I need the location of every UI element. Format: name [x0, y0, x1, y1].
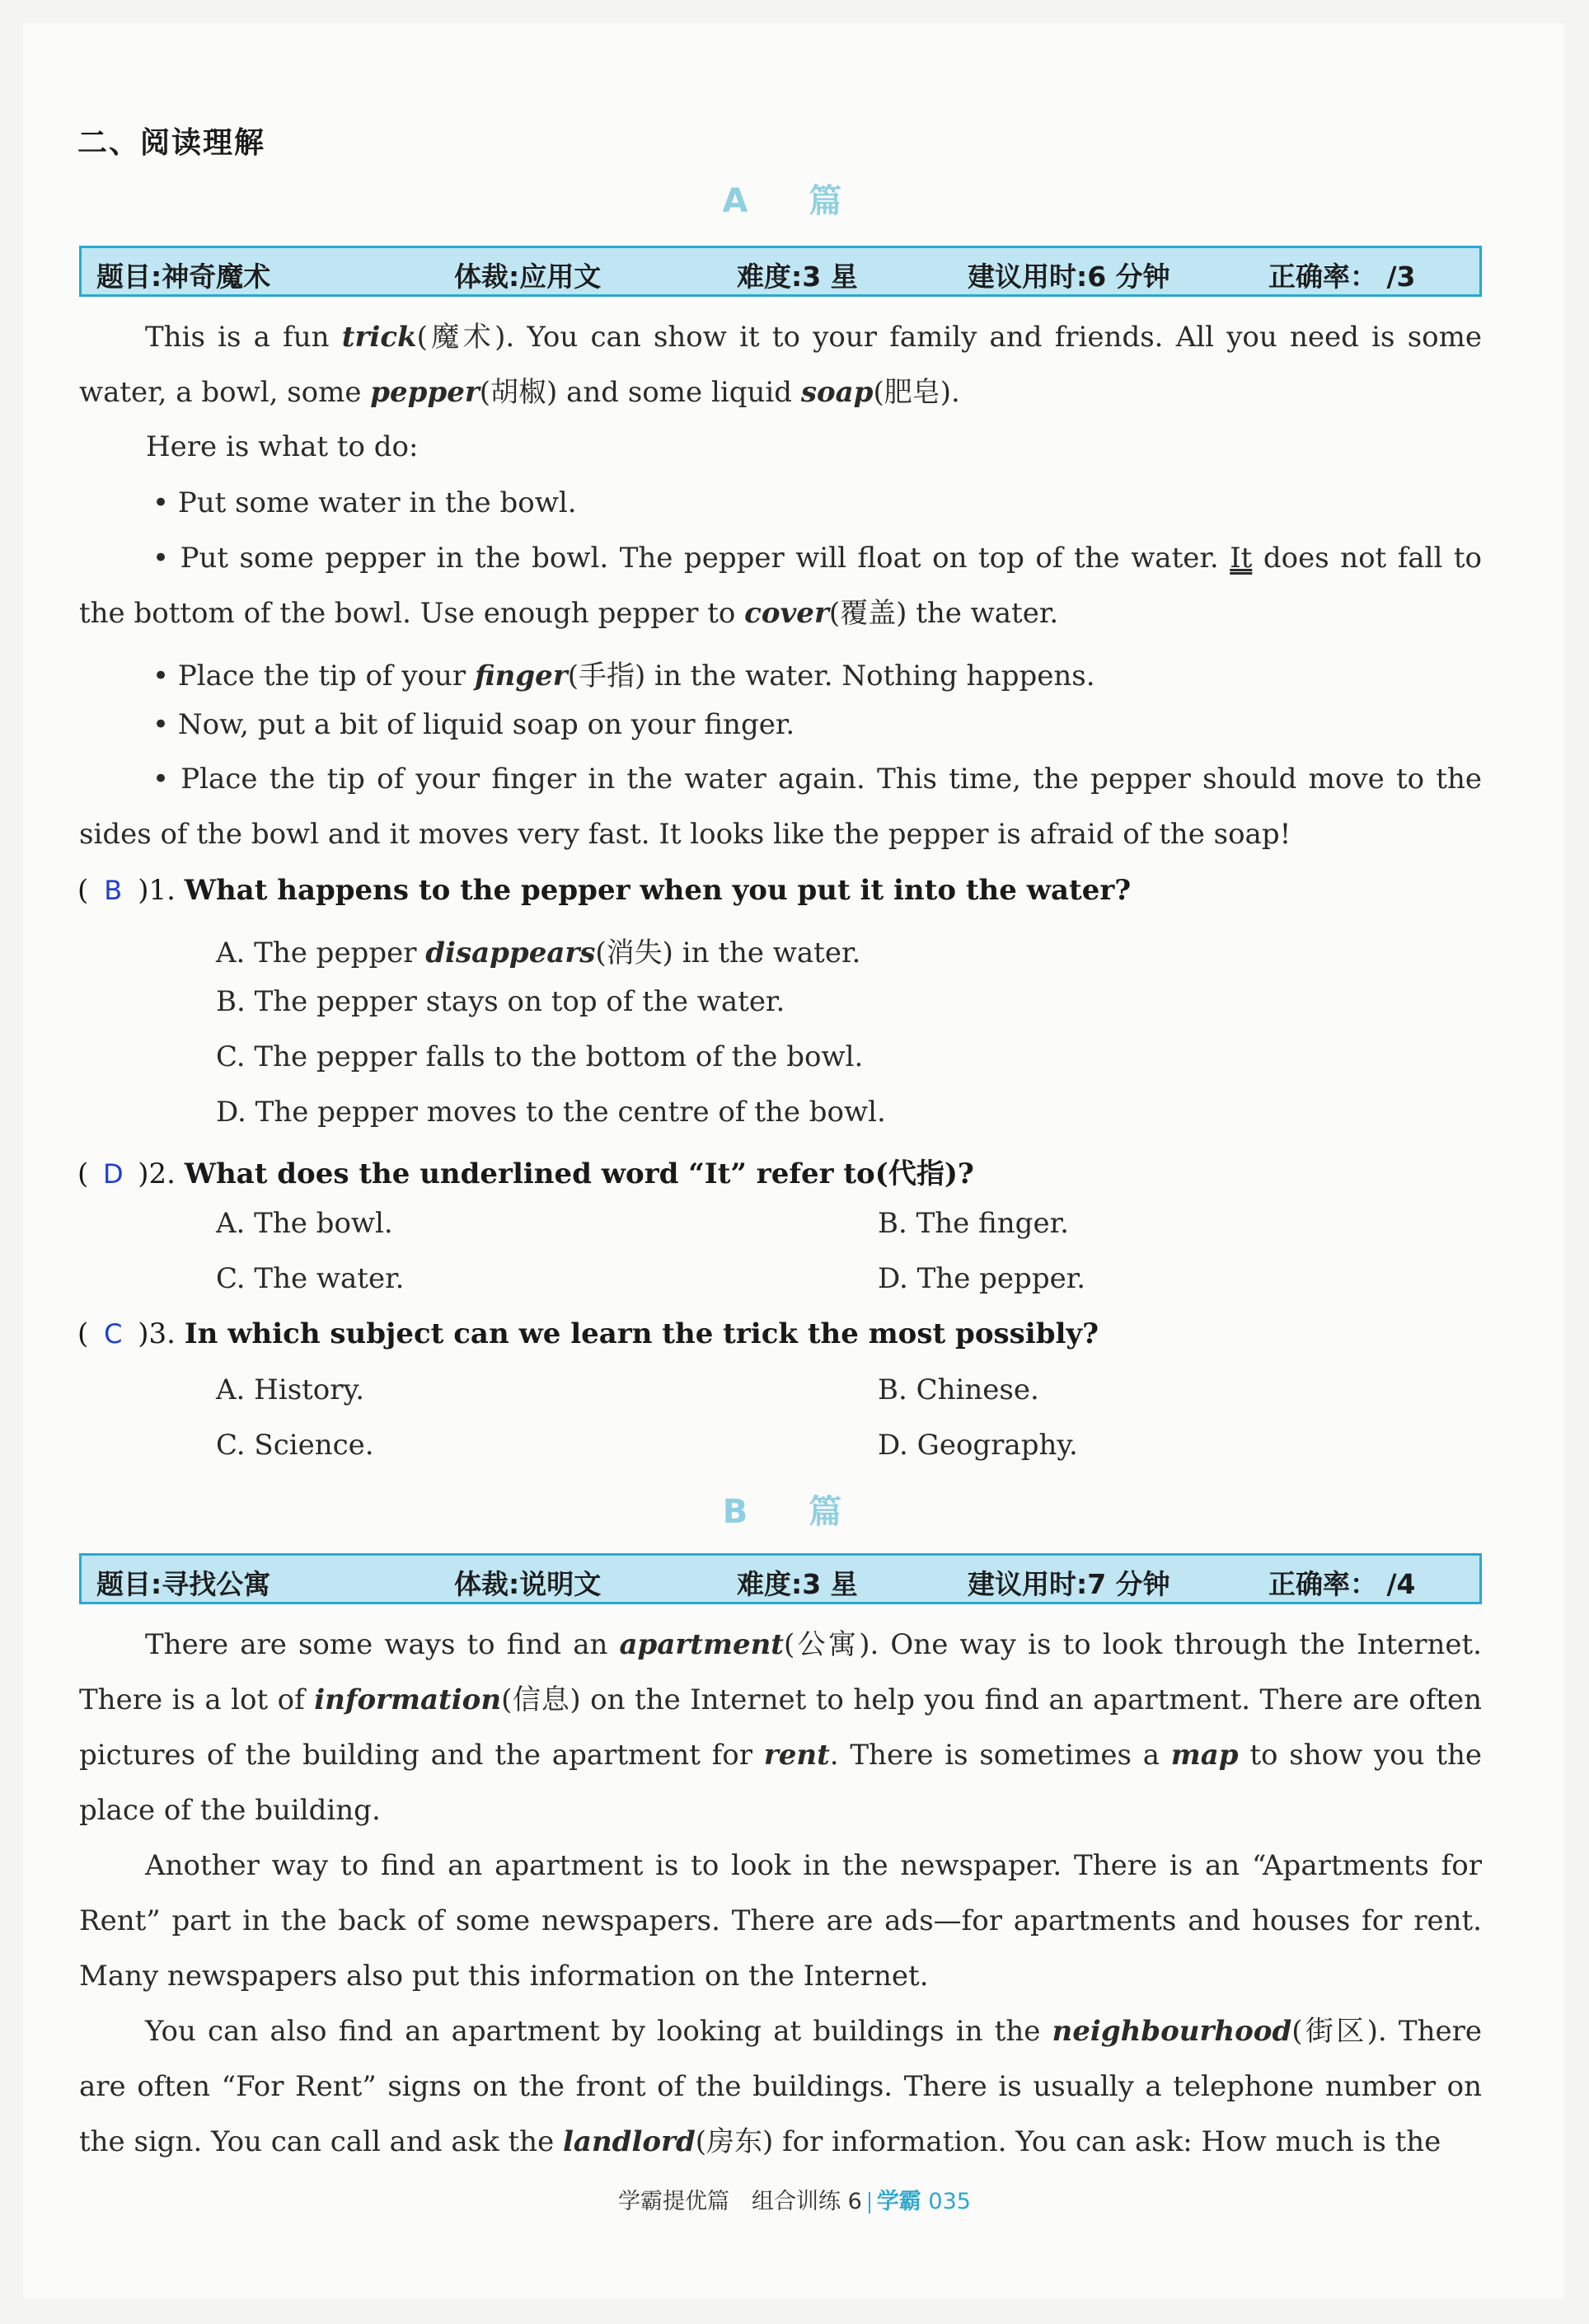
option: B. Chinese.: [878, 1373, 1039, 1406]
question-1: ( B )1. What happens to the pepper when you put it into the water?: [77, 874, 1132, 907]
option: C. The water.: [216, 1262, 405, 1295]
part-a-heading: A 篇: [722, 182, 867, 220]
paragraph: This is a fun trick(魔术). You can show it to your family and friends. All you need is some water, a bowl, some pepper(胡椒) and some liquid soap(肥皂).: [79, 321, 1482, 409]
accuracy: 正确率： /4: [1268, 1568, 1416, 1600]
step-item: • Put some pepper in the bowl. The pepper will float on top of the water. It does not fall to the bottom of the bowl. Use enough pepper to cover(覆盖) the water.: [79, 542, 1482, 630]
paragraph: Here is what to do:: [146, 430, 419, 463]
question-3: ( C )3. In which subject can we learn the trick the most possibly?: [77, 1317, 1099, 1350]
answer: B: [104, 875, 123, 906]
option: D. The pepper moves to the centre of the bowl.: [216, 1096, 886, 1129]
accuracy: 正确率： /3: [1268, 261, 1416, 293]
question-2: ( D )2. What does the underlined word “It” refer to(代指)?: [77, 1157, 974, 1190]
difficulty: 难度:3 星: [737, 261, 858, 293]
paragraph: You can also find an apartment by looking at buildings in the neighbourhood(街区). There are often “For Rent” signs on the front of the buildings. There is usually a telephone number on the sign. You can call and ask the landlord(房东) for information. You can ask: How much is the: [79, 2015, 1482, 2158]
step-item: • Place the tip of your finger(手指) in the water. Nothing happens.: [152, 660, 1095, 693]
option: D. The pepper.: [878, 1262, 1086, 1295]
suggested-time: 建议用时:6 分钟: [968, 261, 1170, 293]
topic: 题目:神奇魔术: [96, 261, 271, 293]
footer-brand: 学霸: [876, 2189, 921, 2214]
option: A. The pepper disappears(消失) in the water.: [216, 937, 861, 970]
step-item: • Put some water in the bowl.: [152, 486, 577, 519]
option: B. The finger.: [878, 1207, 1069, 1240]
genre: 体裁:应用文: [454, 261, 602, 293]
answer: D: [102, 1158, 124, 1190]
option: C. Science.: [216, 1429, 374, 1462]
step-item: • Place the tip of your finger in the water again. This time, the pepper should move to the sides of the bowl and it moves very fast. It looks like the pepper is afraid of the soap!: [79, 763, 1482, 851]
footer-label: 学霸提优篇 组合训练 6: [618, 2189, 862, 2214]
suggested-time: 建议用时:7 分钟: [968, 1568, 1170, 1600]
part-a-info-bar: [79, 246, 1482, 297]
part-b-info-bar: [79, 1553, 1482, 1604]
step-item: • Now, put a bit of liquid soap on your finger.: [152, 708, 795, 741]
page-number: 035: [928, 2189, 971, 2214]
topic: 题目:寻找公寓: [96, 1568, 271, 1600]
paragraph: Another way to find an apartment is to look in the newspaper. There is an “Apartments for Rent” part in the back of some newspapers. There are ads—for apartments and houses for rent. Many newspapers also put this information on the Internet.: [79, 1849, 1482, 1993]
option: B. The pepper stays on top of the water.: [216, 985, 785, 1018]
section-title: 二、阅读理解: [77, 126, 266, 160]
footer: [0, 2183, 1589, 2215]
part-b-heading: B 篇: [722, 1493, 867, 1531]
option: D. Geography.: [878, 1429, 1078, 1462]
paragraph: There are some ways to find an apartment(公寓). One way is to look through the Internet. There is a lot of information(信息) on the Internet to help you find an apartment. There are often pictures of the building and the apartment for rent. There is sometimes a map to show you the place of the building.: [79, 1628, 1482, 1827]
option: A. History.: [216, 1373, 365, 1406]
difficulty: 难度:3 星: [737, 1568, 858, 1600]
genre: 体裁:说明文: [454, 1568, 602, 1600]
answer: C: [104, 1318, 123, 1350]
option: A. The bowl.: [216, 1207, 393, 1240]
option: C. The pepper falls to the bottom of the bowl.: [216, 1040, 864, 1073]
